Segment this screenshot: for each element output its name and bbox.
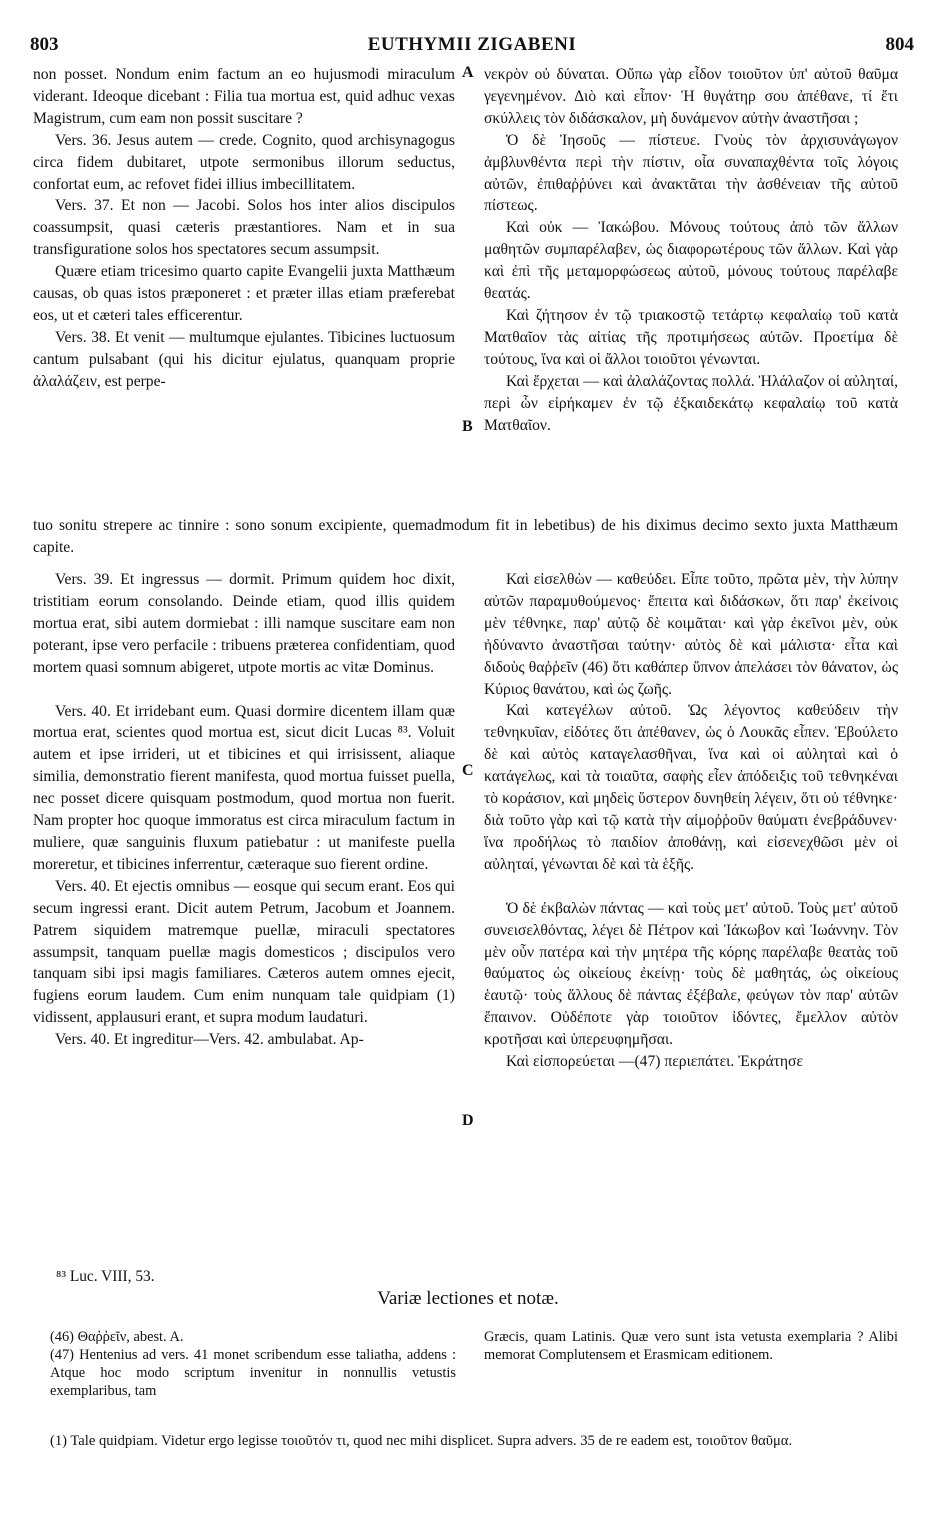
notes-right xyxy=(484,1328,898,1364)
latin-paragraph: Vers. 40. Et ingreditur—Vers. 42. ambulabat. Ap- xyxy=(55,1031,364,1049)
variae-lectiones-title: Variæ lectiones et notæ. xyxy=(377,1288,559,1309)
full-width-line: tuo sonitu strepere ac tinnire : sono sonum excipiente, quemadmodum fit in lebetibus) de his diximus decimo sexto juxta Matthæum capite. xyxy=(33,517,898,556)
note-item: (46) Θαῤῥεῖν, abest. A. xyxy=(50,1329,184,1345)
margin-marker-b: B xyxy=(462,418,473,435)
running-title: EUTHYMII ZIGABENI xyxy=(367,34,577,55)
page-number-left: 803 xyxy=(30,34,59,55)
greek-column-main xyxy=(484,569,898,1073)
margin-marker-c: C xyxy=(462,762,474,779)
page-number-right: 804 xyxy=(885,34,914,55)
margin-marker-a: A xyxy=(462,64,474,81)
greek-paragraph: Καὶ εἰσπορεύεται —(47) περιεπάτει. Ἐκράτησε xyxy=(506,1053,804,1071)
latin-column-main xyxy=(33,569,455,1051)
greek-paragraph: Καὶ κατεγέλων αὐτοῦ. Ὡς λέγοντος καθεύδειν τὴν τεθνηκυῖαν, εἰδότες ὅτι ἀπέθανεν, ὡς ὁ Λουκᾶς εἶπεν. Ἐβούλετο δὲ καὶ αὐτὸς καταγελασθῆναι, ἵνα καὶ οἱ αὐληταὶ καὶ ὁ κατάγελως, καὶ τὰ τοιαῦτα, σαφὴς εἶεν ἀπόδειξις τοῦ τεθνηκέναι τὸ κοράσιον, καὶ μηδεὶς ὕστερον δυνηθείη λέγειν, ὅτι οὐ τέθνηκε· διὰ τοῦτο γὰρ καὶ τῷ κατὰ τὴν αἱμοῤῥοῦν θαύματι ἐνεβράδυνεν· ἵνα προδήλως τὸ παιδίον ἀποθάνῃ, καὶ εἰσενεχθῶσι μὲν οἱ αὐληταί, γένωνται δὲ καὶ τὰ ἑξῆς. xyxy=(484,702,898,873)
note-item: (47) Hentenius ad vers. 41 monet scribendum esse taliatha, addens : Atque hoc modo scriptum invenitur in nonnullis vetustis exemplaribus, tam xyxy=(50,1347,456,1399)
margin-marker-d: D xyxy=(462,1112,474,1129)
greek-paragraph: Καὶ ἔρχεται — καὶ ἀλαλάζοντας πολλά. Ἠλάλαζον οἱ αὐληταί, περὶ ὧν εἰρήκαμεν ἐν τῷ ἐξκαιδεκάτῳ κεφαλαίῳ τοῦ κατὰ Ματθαῖον. xyxy=(484,372,898,434)
latin-paragraph: Vers. 36. Jesus autem — crede. Cognito, quod archisynagogus circa fidem dubitaret, utpote sermonibus illorum seductus, confortat eum, ac refovet fidei illius imbecillitatem. xyxy=(33,131,455,193)
footnote: ⁸³ Luc. VIII, 53. xyxy=(56,1268,155,1285)
greek-paragraph: νεκρὸν οὐ δύναται. Οὔπω γὰρ εἶδον τοιοῦτον ὑπ' αὐτοῦ θαῦμα γεγενημένον. Διὸ καὶ εἶπον· Ἡ θυγάτηρ σου ἀπέθανε, τί ἔτι σκύλλεις τὸν διδάσκαλον, μὴ δυνάμενον αὐτὴν ἀναστῆσαι ; xyxy=(484,66,898,127)
latin-paragraph: Vers. 37. Et non — Jacobi. Solos hos inter alios discipulos coassumpsit, quasi cæteris præstantiores. Nam et in sua transfiguratione solos hos spectatores secum assumpsit. xyxy=(33,197,455,259)
note-item: Græcis, quam Latinis. Quæ vero sunt ista vetusta exemplaria ? Alibi memorat Complutensem et Erasmicam editionem. xyxy=(484,1329,898,1363)
greek-paragraph: Ὁ δὲ Ἰησοῦς — πίστευε. Γνοὺς τὸν ἀρχισυνάγωγον ἀμβλυνθέντα περὶ τὴν πίστιν, οἷα συναπαχθέντα τοῖς λόγοις αὐτῶν, ἐπιθαῤῥύνει καὶ ἀνακτᾶται τὴν ἀσθένειαν τῆς αὐτοῦ πίστεως. xyxy=(484,131,898,215)
bottom-note: (1) Tale quidpiam. Videtur ergo legisse τοιοῦτόν τι, quod nec mihi displicet. Supra advers. 35 de re eadem est, τοιοῦτον θαῦμα. xyxy=(50,1433,793,1449)
greek-paragraph: Καὶ ζήτησον ἐν τῷ τριακοστῷ τετάρτῳ κεφαλαίῳ τοῦ κατὰ Ματθαῖον τὰς αἰτίας τῆς προτιμήσεως αὐτῶν. Προετίμα δὲ τούτους, ἵνα καὶ οἱ ἄλλοι τοιοῦτοι γένωνται. xyxy=(484,306,898,368)
greek-paragraph: Ὁ δὲ ἐκβαλὼν πάντας — καὶ τοὺς μετ' αὐτοῦ. Τοὺς μετ' αὐτοῦ συνεισελθόντας, λέγει δὲ Πέτρον καὶ Ἰάκωβον καὶ Ἰωάννην. Τὸν μὲν οὖν πατέρα καὶ τὴν μητέρα τῆς κόρης παρέλαβε θεατὰς τοῦ θαύματος ὡς οἰκείους ἐκείνῃ· τοὺς δὲ μαθητάς, ὡς οἰκείους ἑαυτῷ· τοὺς ἄλλους δὲ πάντας ἐξέβαλε, φεύγων τὸν παρ' αὐτῶν ἔπαινον. Οὐδέποτε γὰρ τοιοῦτον ἰδόντες, ἔμελλον αὐτὸν κροτῆσαι καὶ ὑπερευφημῆσαι. xyxy=(484,899,898,1049)
page-header xyxy=(30,34,914,60)
latin-column-top xyxy=(33,64,455,393)
latin-paragraph: non posset. Nondum enim factum an eo hujusmodi miraculum viderant. Ideoque dicebant : Filia tua mortua est, quid adhuc vexas Magistrum, cum eam non possit suscitare ? xyxy=(33,66,455,127)
greek-paragraph: Καὶ οὐκ — Ἰακώβου. Μόνους τούτους ἀπὸ τῶν ἄλλων μαθητῶν συμπαρέλαβεν, ὡς διαφορωτέρους τῶν ἄλλων. Καὶ γὰρ καὶ ἐπὶ τῆς μεταμορφώσεως αὐτοῦ, μόνους τούτους παρέλαβε θεατάς. xyxy=(484,219,898,303)
latin-paragraph: Vers. 39. Et ingressus — dormit. Primum quidem hoc dixit, tristitiam eorum consolando. Deinde etiam, quod illis quidem mortua erat, sibi autem dormiebat : illi namque suscitare eam non poterant, ipse vero perfacile : tribuens præterea confidentiam, quod mortem quasi somnum abigeret, utpote mortis ac vitæ Dominus. xyxy=(33,571,455,676)
notes-left xyxy=(50,1328,456,1400)
greek-paragraph: Καὶ εἰσελθὼν — καθεύδει. Εἶπε τοῦτο, πρῶτα μὲν, τὴν λύπην αὐτῶν παραμυθούμενος· ἔπειτα καὶ διδάσκων, ὅτι παρ' ἐκείνοις μὲν τέθνηκε, παρ' αὐτῷ δὲ κοιμᾶται· καὶ γὰρ ἐκεῖνοι μὲν, οὐκ ἠδύναντο ἀναστῆσαι ταύτην· αὐτὸς δὲ καὶ μάλιστα· εἶτα καὶ διδοὺς θαῤῥεῖν (46) ὅτι καθάπερ ὕπνον ἀπελάσει τὸν θάνατον, ὡς Κύριος θανάτου, καὶ ὡς ζωῆς. xyxy=(484,571,898,698)
latin-paragraph: Vers. 40. Et ejectis omnibus — eosque qui secum erant. Eos qui secum ingressi erant. Dicit autem Petrum, Jacobum et Joannem. Patrem siquidem matremque puellæ, miraculi spectatores assumpsit, tanquam puellæ magis domesticos ; discipulos vero tanquam sibi ipsi magis familiares. Cæteros autem omnes ejecit, fugiens eorum laudem. Cum enim nunquam tale quidpiam (1) vidissent, applausuri erant, et supra modum laudaturi. xyxy=(33,877,455,1027)
greek-column-top xyxy=(484,64,898,436)
latin-paragraph: Vers. 38. Et venit — multumque ejulantes. Tibicines luctuosum cantum pulsabant (qui his dicitur ejulatus, quanquam proprie ἀλαλάζειν, est perpe- xyxy=(33,328,455,390)
latin-paragraph: Vers. 40. Et irridebant eum. Quasi dormire dicentem illam quæ mortua erat, scientes quod mortua est, sicut dicit Lucas ⁸³. Voluit autem et ipse irrideri, ut et tibicines et qui irrisissent, aliaque similia, demonstratio fierent manifesta, quod mortua fuisset puella, nec posset dicere quisquam postmodum, quod mortua non fuerit. Nam propter hoc quoque immoratus est circa miraculum factum in muliere, quæ sanguinis fluxum patiebatur : ut manifeste puella moreretur, et tibicines inferrentur, cæteraque suo fierent ordine. xyxy=(33,702,455,873)
latin-paragraph: Quære etiam tricesimo quarto capite Evangelii juxta Matthæum causas, ob quas istos præponeret : et præter illas etiam præferebat eos, ut et cæteri tales efficerentur. xyxy=(33,263,455,324)
